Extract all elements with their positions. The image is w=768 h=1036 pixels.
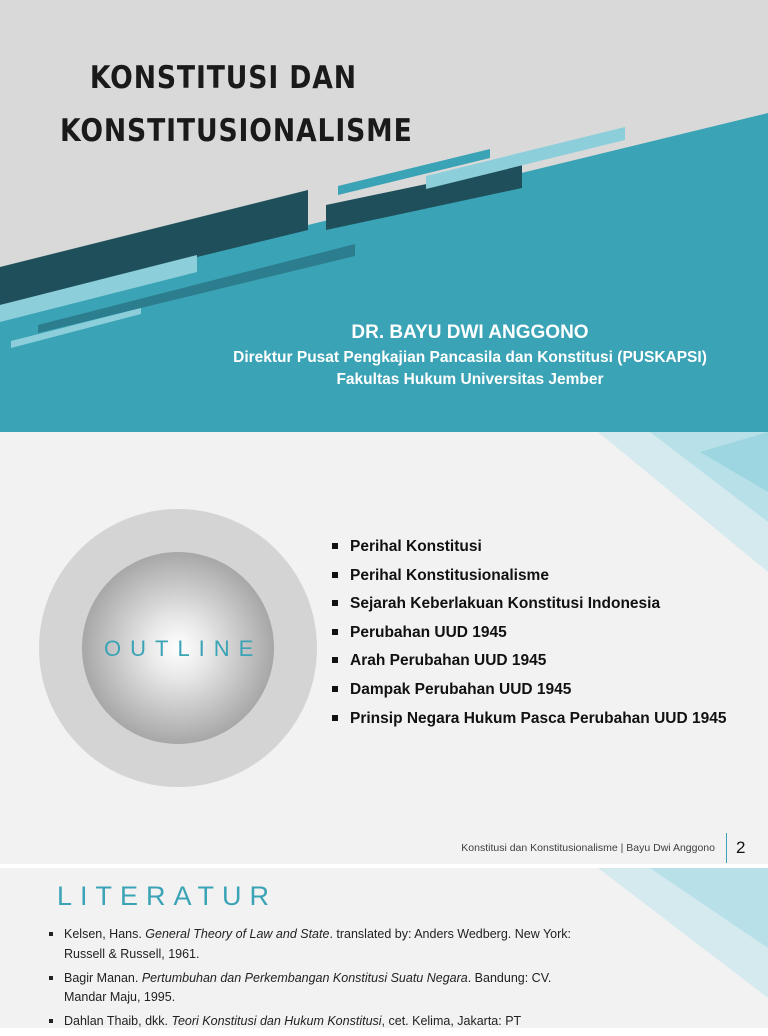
reference-item: Bagir Manan. Pertumbuhan dan Perkembangan Konstitusi Suatu Negara. Bandung: CV. Mandar Maju, 1995. xyxy=(48,969,588,1008)
slide-title xyxy=(60,52,413,158)
reference-item: Dahlan Thaib, dkk. Teori Konstitusi dan Hukum Konstitusi, cet. Kelima, Jakarta: PT xyxy=(48,1012,588,1032)
outline-item: Sejarah Keberlakuan Konstitusi Indonesia xyxy=(330,591,730,617)
affiliation-line-1: Direktur Pusat Pengkajian Pancasila dan Konstitusi (PUSKAPSI) xyxy=(233,349,707,366)
title-line-1: KONSTITUSI DAN xyxy=(89,60,357,96)
outline-item: Arah Perubahan UUD 1945 xyxy=(330,648,730,674)
outline-item: Prinsip Negara Hukum Pasca Perubahan UUD 1945 xyxy=(330,706,730,732)
slide-footer: Konstitusi dan Konstitusionalisme | Bayu Dwi Anggono xyxy=(461,842,715,854)
outline-item: Dampak Perubahan UUD 1945 xyxy=(330,677,730,703)
outline-label: OUTLINE xyxy=(104,636,263,661)
outline-item: Perubahan UUD 1945 xyxy=(330,620,730,646)
outline-item: Perihal Konstitusionalisme xyxy=(330,563,730,589)
affiliation-line-2: Fakultas Hukum Universitas Jember xyxy=(336,371,604,388)
author-name: DR. BAYU DWI ANGGONO xyxy=(351,322,589,343)
outline-list xyxy=(330,534,730,734)
author-block xyxy=(0,319,768,391)
title-line-2: KONSTITUSIONALISME xyxy=(60,113,413,149)
reference-item: Kelsen, Hans. General Theory of Law and State. translated by: Anders Wedberg. New York: Russell & Russell, 1961. xyxy=(48,925,588,964)
footer-divider xyxy=(726,833,727,863)
literature-title: LITERATUR xyxy=(57,881,278,911)
page-number: 2 xyxy=(736,838,746,857)
title-slide xyxy=(0,0,768,432)
outline-item: Perihal Konstitusi xyxy=(330,534,730,560)
literature-list xyxy=(48,925,588,1036)
